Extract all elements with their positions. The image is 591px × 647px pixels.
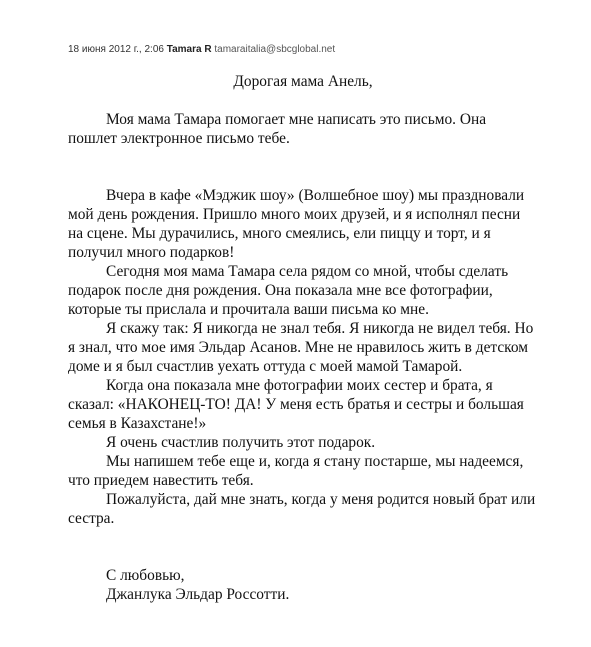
- letter-paragraph: Сегодня моя мама Тамара села рядом со мной, чтобы сделать подарок после дня рождения. Она показала мне все фотографии, которые ты прислала и прочитала ваши письма ко мне.: [68, 263, 509, 318]
- letter-paragraph: Вчера в кафе «Мэджик шоу» (Волшебное шоу) мы праздновали мой день рождения. Пришло много моих друзей, и я исполнял песни на сцене. Мы дурачились, много смеялись, ели пиццу и торт, и я получил много подарков!: [68, 187, 525, 261]
- sender-email[interactable]: tamaraitalia@sbcglobal.net: [214, 44, 336, 55]
- letter-paragraph: Мы напишем тебе еще и, когда я стану постарше, мы надеемся, что приедем навестить тебя.: [68, 453, 524, 489]
- letter-paragraph: Когда она показала мне фотографии моих сестер и брата, я сказал: «НАКОНЕЦ-ТО! ДА! У меня есть братья и сестры и большая семья в Казахстане!»: [68, 377, 524, 432]
- letter-paragraph: Пожалуйста, дай мне знать, когда у меня родится новый брат или сестра.: [68, 491, 536, 527]
- letter-paragraph: Я очень счастлив получить этот подарок.: [106, 434, 376, 451]
- letter-body: [68, 72, 538, 604]
- paragraph-gap: [68, 148, 538, 167]
- email-header: [68, 44, 335, 55]
- letter-paragraph: Моя мама Тамара помогает мне написать это письмо. Она пошлет электронное письмо тебе.: [68, 111, 487, 147]
- sender-name[interactable]: Tamara R: [166, 44, 212, 55]
- letter-greeting: Дорогая мама Анель,: [233, 73, 373, 90]
- paragraph-gap: [68, 167, 538, 186]
- letter-closing: С любовью,: [106, 567, 185, 584]
- letter-paragraph: Я скажу так: Я никогда не знал тебя. Я никогда не видел тебя. Но я знал, что мое имя Эльдар Асанов. Мне не нравилось жить в детском доме и я был счастлив уехать оттуда с моей мамой Тамарой.: [68, 320, 534, 375]
- email-date: 18 июня 2012 г., 2:06: [68, 44, 164, 55]
- paragraph-gap: [68, 528, 538, 547]
- paragraph-gap: [68, 547, 538, 566]
- letter-signature: Джанлука Эльдар Россотти.: [106, 586, 290, 603]
